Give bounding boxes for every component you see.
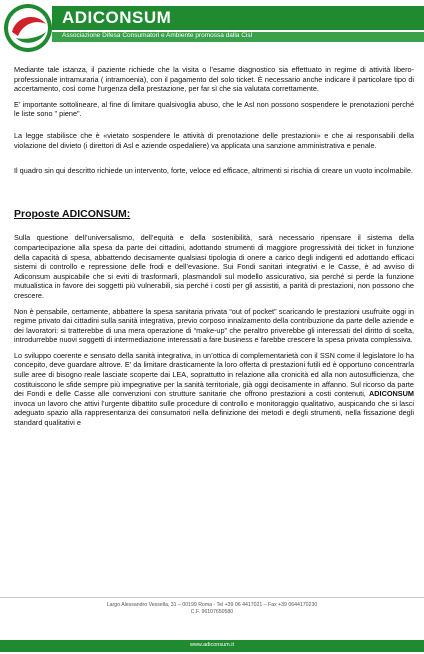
footer-divider — [0, 597, 424, 598]
paragraph-legge: La legge stabilisce che è «vietato sospendere le attività di prenotazione delle prestazioni» e che ai responsabili della violazione del divieto (i direttori di Asl e aziende ospedaliere) va applicata una sanzione amministrativa e penale. — [14, 130, 414, 150]
brand-mention: ADICONSUM — [369, 389, 414, 399]
paragraph-sanita-integrativa: Lo sviluppo coerente e sensato della sanità integrativa, in un’ottica di complementarietà con il SSN come il legislatore lo ha concepito, deve guardare altrove. E’ da limitare drasticamente la loro offerta di prestazioni futili ed è opportuno concentrarla sulle aree di bisogno reale lasciate scoperte dai LEA, soprattutto in relazione alla cronicità ed alla non autosufficienza, che costituiscono le sfide sempre più impegnative per la sanità territoriale, già oggi decisamente in affanno. Sul ricorso da parte dei Fondi e delle Casse alle convenzioni con strutture sanitarie che offrono prestazioni a costi contenuti, ADICONSUM invoca un lavoro che attivi l’urgente dibattito sulle procedure di controllo e monitoraggio qualitativo, auspicando che si lasci adeguato spazio alla rappresentanza dei consumatori nella definizione dei metodi e degli strumenti, nella fissazione degli standard qualitativi e — [14, 350, 414, 428]
footer-address: Largo Alessandro Vessella, 31 – 00199 Roma - Tel +39 06 4417021 – Fax +39 0644170230 — [106, 602, 318, 608]
footer-cf: C.F. 96107650580 — [190, 608, 234, 615]
document-body — [14, 65, 414, 428]
letterhead — [0, 0, 424, 56]
section-heading: Proposte ADICONSUM: — [14, 207, 131, 220]
paragraph-quadro: Il quadro sin qui descritto richiede un intervento, forte, veloce ed efficace, altrimenti si rischia di creare un vuoto incolmabile. — [14, 166, 413, 176]
paragraph-istanza: Mediante tale istanza, il paziente richiede che la visita o l’esame diagnostico sia effettuato in regime di attività libero-professionale intramuraria ( intramoenia), con il pagamento del solo ticket. È necessario anche indicare il particolare tipo di accertamento, così come l’urgenza della prestazione, per far sì che sia valutata correttamente. — [14, 65, 414, 94]
footer-contact — [0, 602, 424, 615]
adiconsum-logo-icon — [2, 2, 54, 54]
brand-tagline: Associazione Difesa Consumatori e Ambiente promossa dalla Cisl — [62, 32, 253, 39]
paragraph-universalismo: Sulla questione dell’universalismo, dell’equità e della sostenibilità, sarà necessario ripensare il sistema della compartecipazione alla spesa da parte dei cittadini, adottando strumenti di maggiore progressività dei ticket in funzione della capacità di spesa, abbattendo decisamente qualsiasi tipologia di onere a carico degli indigenti ed adottando efficaci sistemi di controllo e repressione delle frodi e dell’evasione. Sui Fondi sanitari integrativi e le Casse, è ad avviso di Adiconsum auspicabile che si eviti di trasformarli, plasmandoli sul modello assicurativo, sia perché si perde la funzione mutualistica in favore dei soggetti più vulnerabili, sia perché i costi per gli assistiti, a parità di prestazioni, non possono che crescere. — [14, 233, 414, 300]
paragraph-abuso: E’ importante sottolineare, al fine di limitare qualsivoglia abuso, che le Asl non possono sospendere le prenotazioni perché le liste sono " piene". — [14, 99, 414, 119]
paragraph-out-of-pocket: Non è pensabile, certamente, abbattere la spesa sanitaria privata “out of pocket” scaricando le prestazioni usufruite oggi in regime privato dai cittadini sulla sanità integrativa, previo corposo innalzamento della contribuzione da parte delle aziende e dei lavoratori: si tratterebbe di una mera operazione di “make-up” che peraltro priverebbe gli interessati del diritto di scelta, introdurrebbe nuovi soggetti di intermediazione interessati a fare business e farebbe crescere la spesa privata complessiva. — [14, 306, 414, 345]
brand-name: ADICONSUM — [62, 8, 172, 27]
footer-website-link[interactable]: www.adiconsum.it — [189, 642, 235, 648]
